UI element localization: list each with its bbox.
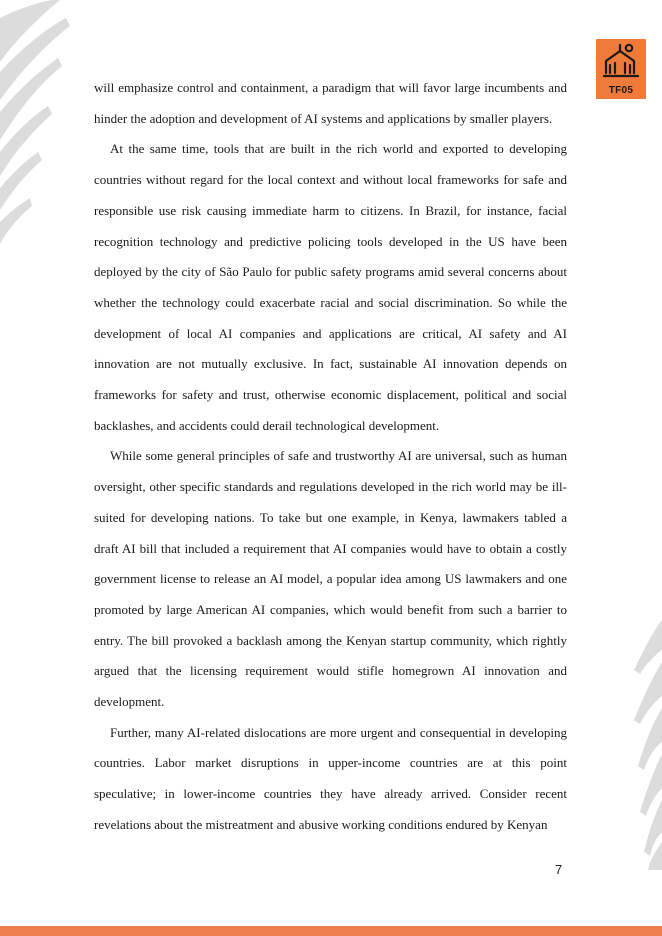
page-number: 7	[555, 862, 563, 877]
greenhouse-gear-icon	[596, 39, 646, 83]
paragraph-3: While some general principles of safe and trustworthy AI are universal, such as human oversight, other specific standards and regulations developed in the rich world may be ill-suited for developing nations. To take but one example, in Kenya, lawmakers tabled a draft AI bill that included a requirement that AI companies would have to obtain a costly government license to release an AI model, a popular idea among US lawmakers and one promoted by large American AI companies, which would benefit from such a barrier to entry. The bill provoked a backlash among the Kenyan startup community, which rightly argued that the licensing requirement would stifle homegrown AI innovation and development.	[94, 448, 567, 710]
footer-accent-bar	[0, 926, 662, 936]
document-body	[94, 73, 567, 841]
paragraph-1: will emphasize control and containment, a paradigm that will favor large incumbents and hinder the adoption and development of AI systems and applications by smaller players.	[94, 80, 567, 126]
decorative-stripes-top-left	[0, 0, 70, 250]
task-force-badge	[596, 39, 646, 99]
paragraph-2: At the same time, tools that are built in the rich world and exported to developing countries without regard for the local context and without local frameworks for safe and responsible use risk causing immediate harm to citizens. In Brazil, for instance, facial recognition technology and predictive policing tools developed in the US have been deployed by the city of São Paulo for public safety programs amid several concerns about whether the technology could exacerbate racial and social discrimination. So while the development of local AI companies and applications are critical, AI safety and AI innovation are not mutually exclusive. In fact, sustainable AI innovation depends on frameworks for safety and trust, otherwise economic displacement, political and social backlashes, and accidents could derail technological development.	[94, 141, 567, 433]
decorative-stripes-bottom-right	[618, 620, 662, 870]
badge-label: TF05	[608, 85, 634, 96]
paragraph-4: Further, many AI-related dislocations are more urgent and consequential in developing countries. Labor market disruptions in upper-income countries are at this point speculative; in lower-income countries they have already arrived. Consider recent revelations about the mistreatment and abusive working conditions endured by Kenyan	[94, 724, 567, 832]
